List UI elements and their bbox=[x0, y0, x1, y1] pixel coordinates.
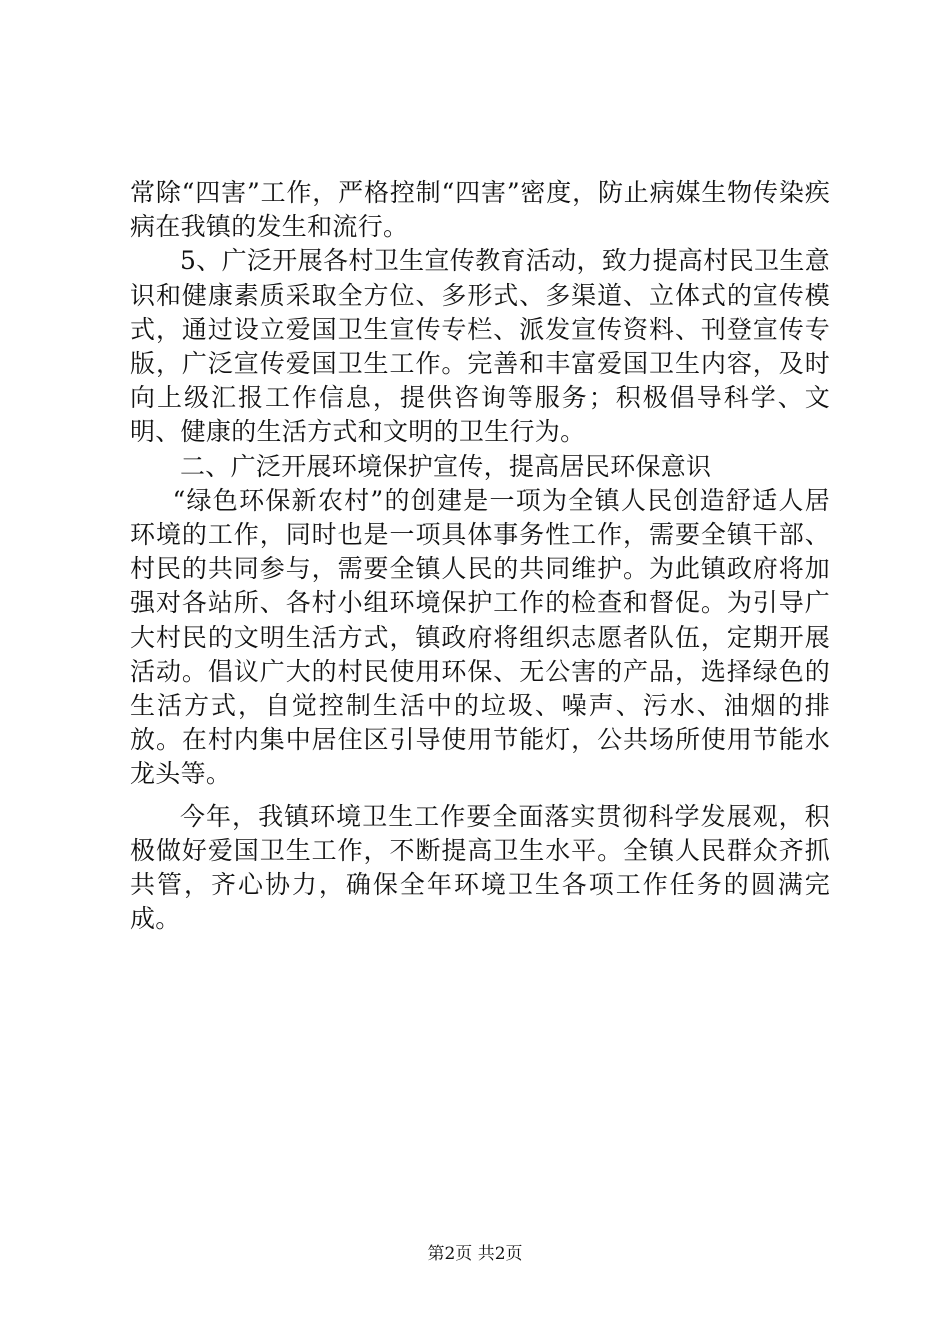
paragraph-item-5: 5、广泛开展各村卫生宣传教育活动，致力提高村民卫生意识和健康素质采取全方位、多形式、多渠道、立体式的宣传模式，通过设立爱国卫生宣传专栏、派发宣传资料、刊登宣传专版，广泛宣传爱国卫生工作。完善和丰富爱国卫生内容，及时向上级汇报工作信息，提供咨询等服务；积极倡导科学、文明、健康的生活方式和文明的卫生行为。 bbox=[130, 246, 830, 447]
section-heading-2: 二、广泛开展环境保护宣传，提高居民环保意识 bbox=[180, 451, 712, 481]
paragraph-continuation: 常除“四害”工作，严格控制“四害”密度，防止病媒生物传染疾病在我镇的发生和流行。 bbox=[130, 178, 830, 242]
document-body bbox=[130, 176, 830, 936]
page-footer: 第2页 共2页 bbox=[427, 1244, 523, 1264]
paragraph-green-village: “绿色环保新农村”的创建是一项为全镇人民创造舒适人居环境的工作，同时也是一项具体事务性工作，需要全镇干部、村民的共同参与，需要全镇人民的共同维护。为此镇政府将加强对各站所、各村小组环境保护工作的检查和督促。为引导广大村民的文明生活方式，镇政府将组织志愿者队伍，定期开展活动。倡议广大的村民使用环保、无公害的产品，选择绿色的生活方式，自觉控制生活中的垃圾、噪声、污水、油烟的排放。在村内集中居住区引导使用节能灯，公共场所使用节能水龙头等。 bbox=[130, 485, 830, 789]
paragraph-conclusion: 今年，我镇环境卫生工作要全面落实贯彻科学发展观，积极做好爱国卫生工作，不断提高卫生水平。全镇人民群众齐抓共管，齐心协力，确保全年环境卫生各项工作任务的圆满完成。 bbox=[130, 801, 830, 934]
